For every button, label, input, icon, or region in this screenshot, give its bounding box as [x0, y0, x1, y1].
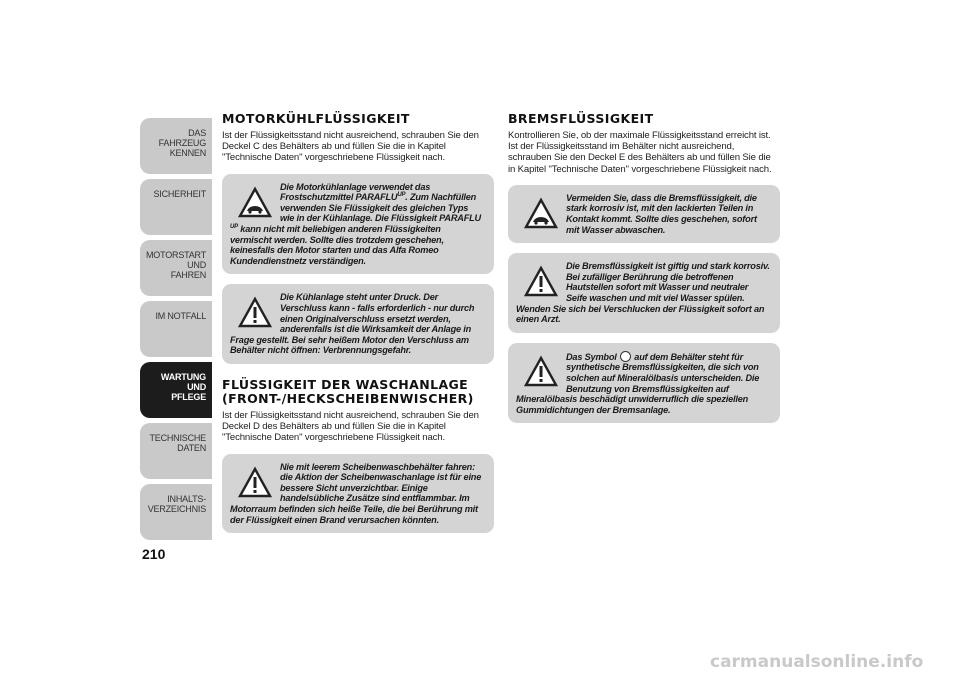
warning-icon [524, 355, 558, 389]
note-text: Die Kühlanlage steht unter Druck. Der Verschluss kann - falls erforderlich - nur durch einen Originalverschluss ersetzt werden, anderenfalls ist die Wirksamkeit der Anlage in Frage gestellt. Bei sehr heißem Motor den Verschluss am Behälter nicht öffnen: Verbrennungsgefahr. [230, 292, 475, 356]
note-coolant-paraflu [222, 174, 494, 275]
tab-im-notfall[interactable] [140, 301, 212, 357]
note-text: kann nicht mit beliebigen anderen Flüssigkeiten vermischt werden. Sollte dies trotzdem geschehen, keinesfalls den Motor starten und das Alfa Romeo Kundendienstnetz verständigen. [230, 223, 444, 266]
tab-label: DAS FAHRZEUG KENNEN [158, 128, 206, 158]
tab-technische-daten[interactable] [140, 423, 212, 479]
note-coolant-pressure [222, 284, 494, 364]
note-sup: UP [397, 192, 406, 199]
note-brake-toxic [508, 253, 780, 333]
washer-paragraph: Ist der Flüssigkeitsstand nicht ausreichend, schrauben Sie den Deckel D des Behälters ab und füllen Sie die in Kapitel "Technische Daten" vorgeschriebene Flüssigkeit nach. [222, 409, 479, 444]
right-column [508, 112, 780, 423]
note-text: Das Symbol [566, 351, 619, 362]
note-text: . Zum Nachfüllen verwenden Sie Flüssigkeit des gleichen Typs wie in der Kühlanlage. Die Flüssigkeit PARAFLU [280, 192, 481, 224]
note-text: Vermeiden Sie, dass die Bremsflüssigkeit, die stark korrosiv ist, mit den lackierten Teilen in Kontakt kommt. Sollte dies geschehen, sofort mit Wasser abwaschen. [566, 192, 757, 235]
left-column [222, 112, 494, 533]
note-brake-paint [508, 185, 780, 243]
note-washer [222, 454, 494, 534]
coolant-paragraph: Ist der Flüssigkeitsstand nicht ausreichend, schrauben Sie den Deckel C des Behälters ab und füllen Sie die in Kapitel "Technische Daten" vorgeschriebene Flüssigkeit nach. [222, 130, 479, 164]
note-text: Die Motorkühlanlage verwendet das Frostschutzmittel PARAFLU [280, 181, 431, 203]
tab-wartung-und-pflege[interactable] [140, 362, 212, 418]
watermark: carmanualsonline.info [710, 652, 924, 672]
section-title-washer: FLÜSSIGKEIT DER WASCHANLAGE (FRONT-/HECKSCHEIBENWISCHER) [222, 376, 474, 406]
section-title-brake: BREMSFLÜSSIGKEIT [508, 111, 654, 126]
note-brake-synthetic [508, 343, 780, 424]
note-sup: UP [230, 223, 238, 230]
tab-sicherheit[interactable] [140, 179, 212, 235]
tab-label: MOTORSTART UND FAHREN [145, 250, 206, 280]
section-title-coolant: MOTORKÜHLFLÜSSIGKEIT [222, 111, 410, 126]
note-text: auf dem Behälter steht für synthetische Bremsflüssigkeiten, die sich von solchen auf Mineralölbasis unterscheiden. Die Benutzung von Bremsflüssigkeiten auf Mineralölbasis beschädigt unwiderruflich die speziellen Gummidichtungen der Bremsanlage. [516, 351, 760, 415]
tab-label: TECHNISCHE DATEN [149, 433, 206, 453]
note-text: Nie mit leerem Scheibenwaschbehälter fahren: die Aktion der Scheibenwaschanlage ist für eine bessere Sicht unverzichtbar. Einige handelsübliche Zusätze sind entflammbar. Im Motorraum befinden sich heiße Teile, die bei Berührung mit der Flüssigkeit einen Brand verursachen könnten. [230, 461, 482, 525]
tab-label: IM NOTFALL [155, 311, 206, 321]
tab-motorstart-und-fahren[interactable] [140, 240, 212, 296]
tab-label: WARTUNG UND PFLEGE [160, 372, 206, 402]
page-number: 210 [142, 546, 166, 562]
tab-label: SICHERHEIT [153, 189, 206, 199]
warning-icon [238, 466, 272, 500]
warning-icon [524, 265, 558, 299]
brake-paragraph: Kontrollieren Sie, ob der maximale Flüssigkeitsstand erreicht ist. Ist der Flüssigkeitsstand im Behälter nicht ausreichend, schrauben Sie den Deckel E des Behälters ab und füllen Sie die in Kapitel "Technische Daten" vorgeschriebene Flüssigkeit nach. [508, 130, 772, 175]
tab-label: INHALTS- VERZEICHNIS [147, 494, 206, 514]
circle-symbol-icon [620, 351, 631, 362]
car-caution-icon [524, 197, 558, 231]
note-text: Die Bremsflüssigkeit ist giftig und stark korrosiv. Bei zufälliger Berührung die betroffenen Hautstellen sofort mit Wasser und neutraler Seife waschen und mit viel Wasser spülen. Wenden Sie sich bei Verschlucken der Flüssigkeit sofort an einen Arzt. [516, 261, 770, 325]
tab-inhaltsverzeichnis[interactable] [140, 484, 212, 540]
tab-das-fahrzeug-kennen[interactable] [140, 118, 212, 174]
warning-icon [238, 296, 272, 330]
car-caution-icon [238, 186, 272, 220]
